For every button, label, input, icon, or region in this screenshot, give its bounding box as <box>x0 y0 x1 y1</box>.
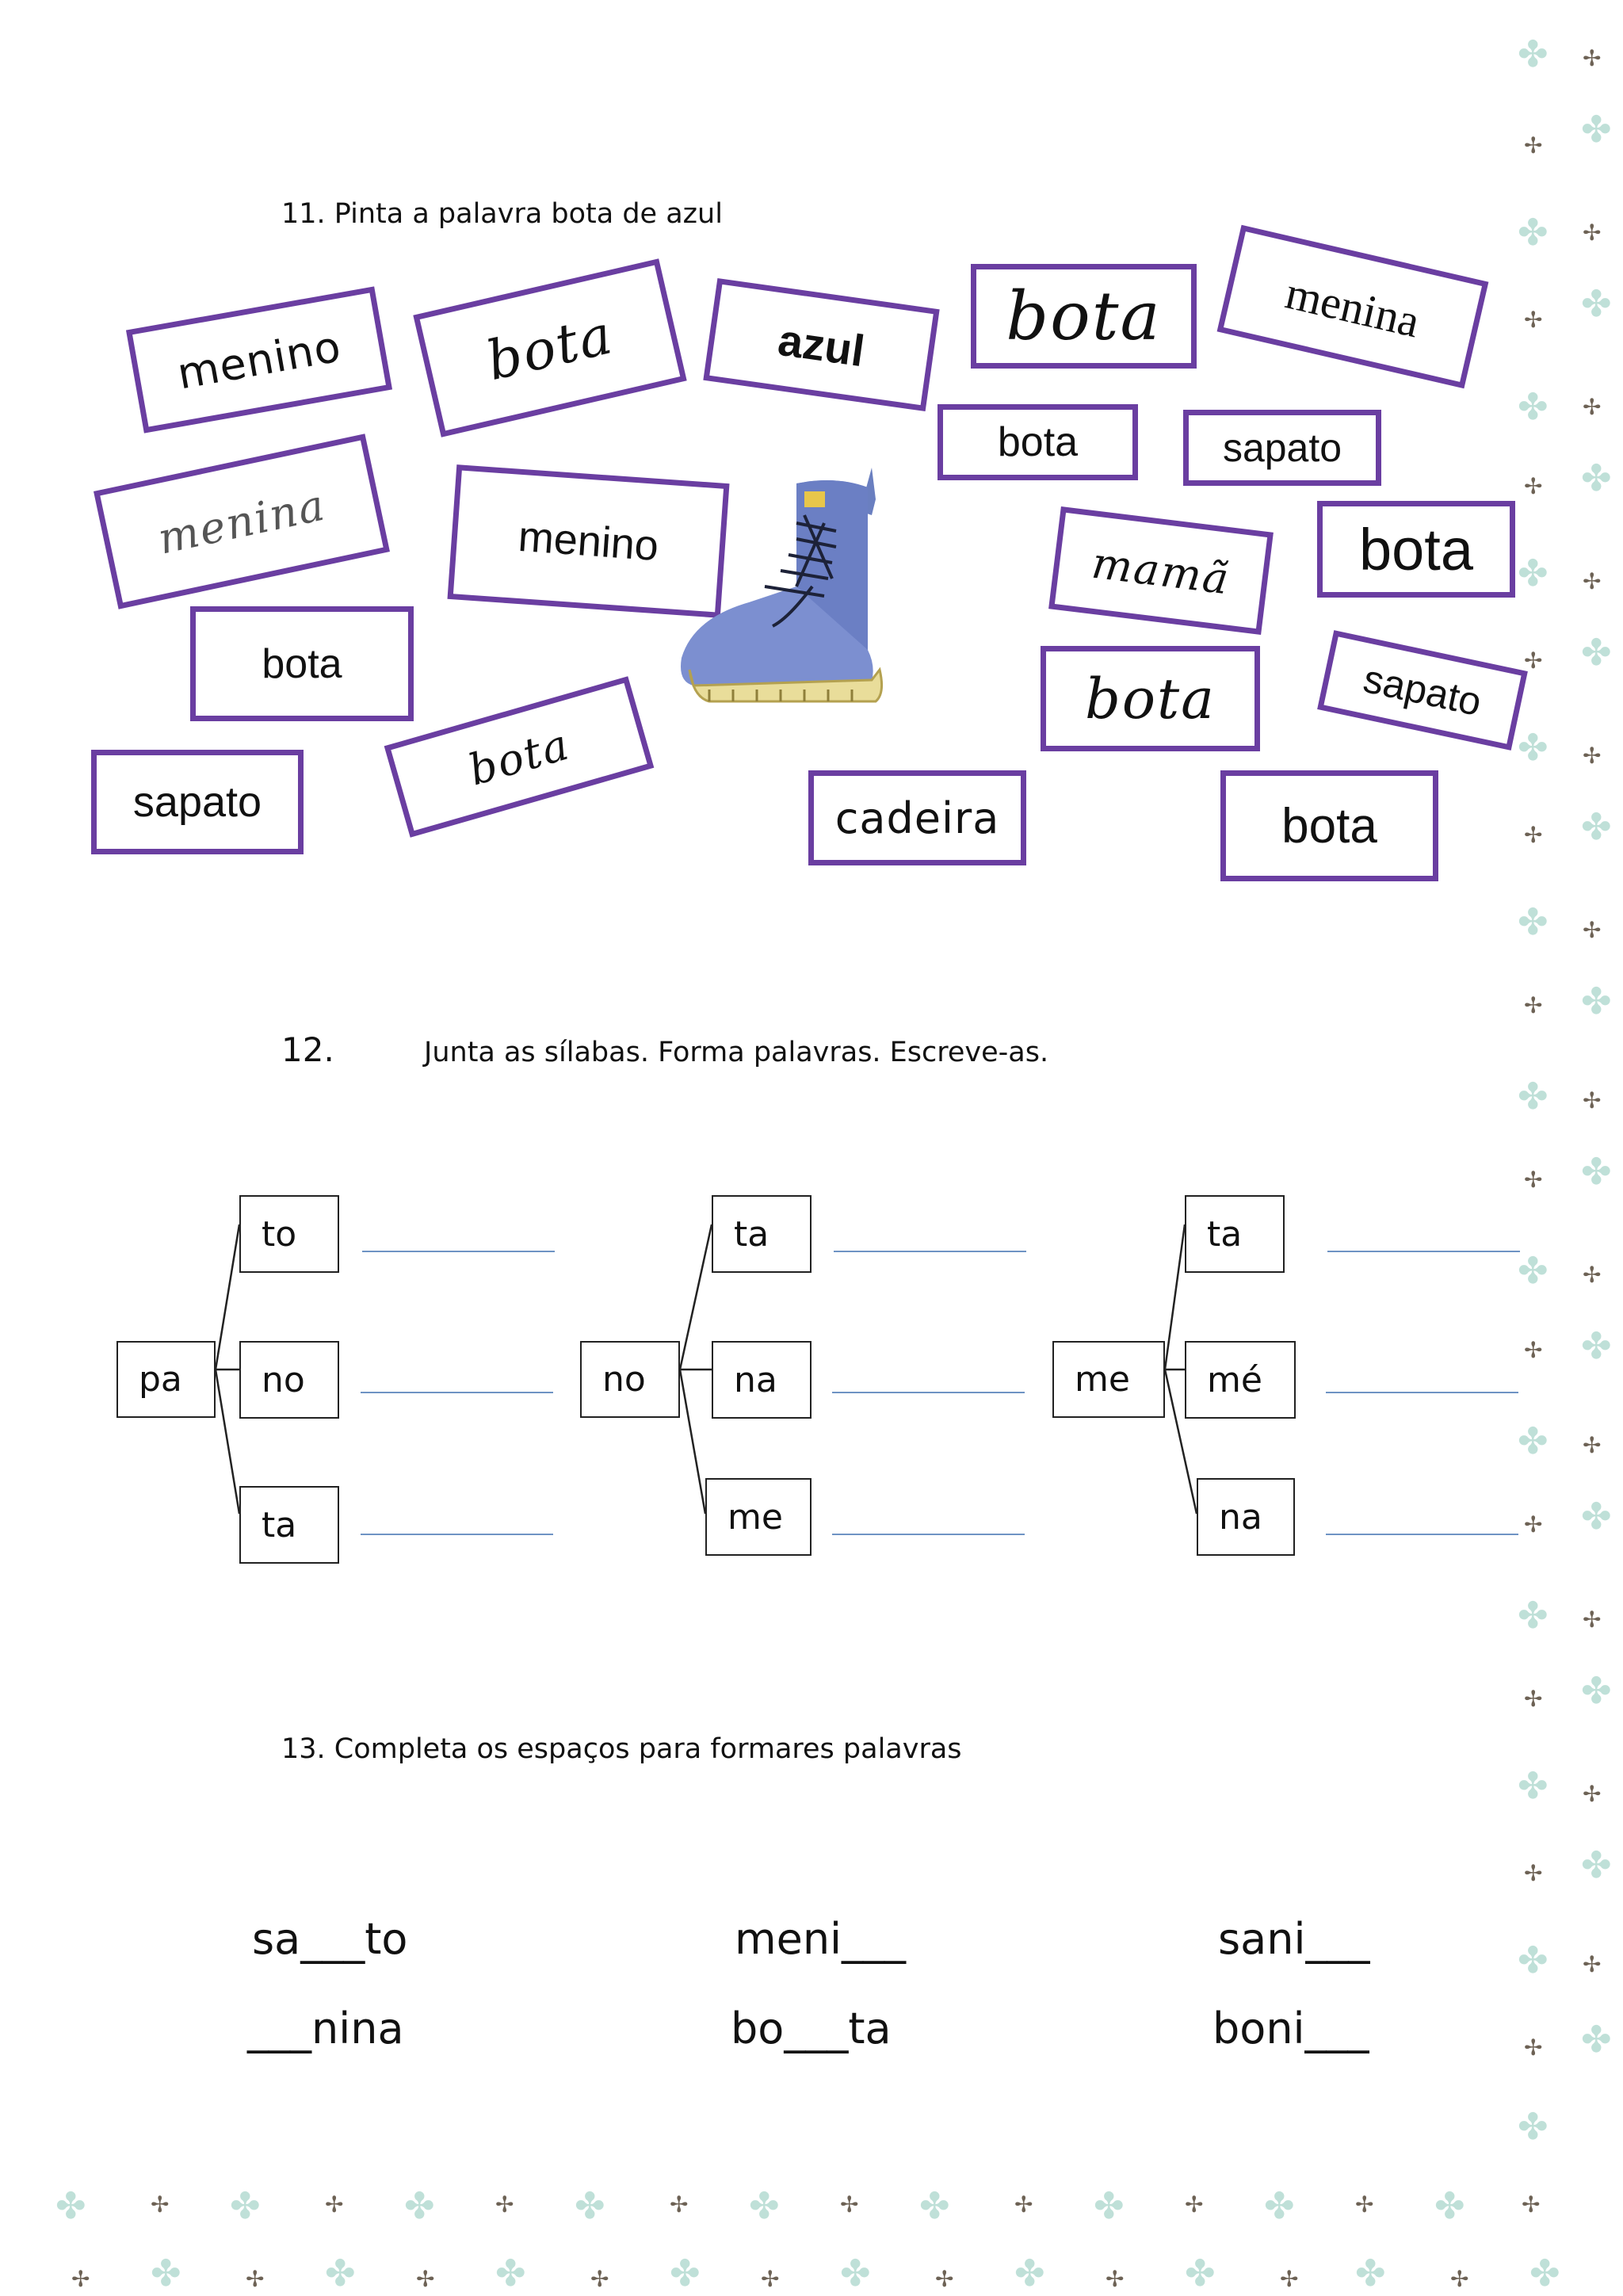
word-card[interactable]: sapato <box>1317 630 1528 751</box>
flower-icon: ✤ <box>1518 2105 1549 2148</box>
flower-icon: ✢ <box>246 2266 265 2292</box>
flower-icon: ✤ <box>1518 900 1549 943</box>
flower-icon: ✤ <box>1264 2184 1295 2227</box>
word-card[interactable]: azul <box>703 278 939 411</box>
flower-icon: ✤ <box>919 2184 950 2227</box>
flower-icon: ✤ <box>1518 726 1549 769</box>
floral-border-right <box>1502 0 1623 2296</box>
exercise-13-heading: 13. Completa os espaços para formares palavras <box>281 1733 962 1765</box>
flower-icon: ✤ <box>840 2252 871 2294</box>
answer-line[interactable] <box>1326 1392 1518 1393</box>
word-card[interactable]: bota <box>413 258 686 437</box>
flower-icon: ✤ <box>1581 108 1612 151</box>
flower-icon: ✢ <box>71 2266 90 2292</box>
flower-icon: ✢ <box>935 2266 954 2292</box>
flower-icon: ✢ <box>840 2191 859 2218</box>
word-card[interactable]: sapato <box>91 750 304 854</box>
flower-icon: ✢ <box>1524 1511 1543 1538</box>
syllable-box: to <box>239 1195 339 1273</box>
flower-icon: ✤ <box>1581 2018 1612 2061</box>
flower-icon: ✤ <box>1518 385 1549 428</box>
flower-icon: ✤ <box>749 2184 780 2227</box>
answer-line[interactable] <box>1326 1534 1518 1535</box>
flower-icon: ✢ <box>1583 45 1602 71</box>
flower-icon: ✢ <box>590 2266 609 2292</box>
flower-icon: ✢ <box>1583 394 1602 420</box>
flower-icon: ✤ <box>1581 282 1612 325</box>
flower-icon: ✢ <box>1583 1262 1602 1288</box>
syllable-box: no <box>239 1341 339 1419</box>
syllable-box: ta <box>1185 1195 1285 1273</box>
flower-icon: ✢ <box>1524 473 1543 499</box>
flower-icon: ✤ <box>55 2184 86 2227</box>
word-card[interactable]: bota <box>1317 501 1515 598</box>
syllable-box: mé <box>1185 1341 1296 1419</box>
flower-icon: ✤ <box>1529 2252 1560 2294</box>
exercise-11-heading: 11. Pinta a palavra bota de azul <box>281 198 723 230</box>
flower-icon: ✤ <box>1518 32 1549 75</box>
flower-icon: ✢ <box>1524 2034 1543 2061</box>
flower-icon: ✤ <box>151 2252 181 2294</box>
flower-icon: ✤ <box>1518 1419 1549 1462</box>
floral-border-bottom <box>0 2172 1623 2296</box>
fill-in-word[interactable]: bo___ta <box>731 2004 892 2053</box>
flower-icon: ✢ <box>151 2191 170 2218</box>
flower-icon: ✤ <box>1355 2252 1386 2294</box>
flower-icon: ✤ <box>1518 1075 1549 1117</box>
exercise-12-heading: Junta as sílabas. Forma palavras. Escreve-as. <box>424 1037 1049 1068</box>
flower-icon: ✢ <box>1583 1432 1602 1458</box>
syllable-box: na <box>712 1341 812 1419</box>
flower-icon: ✤ <box>670 2252 701 2294</box>
word-card[interactable]: menina <box>1217 225 1489 388</box>
flower-icon: ✤ <box>1581 980 1612 1022</box>
flower-icon: ✤ <box>1518 211 1549 254</box>
flower-icon: ✢ <box>416 2266 435 2292</box>
syllable-box: ta <box>712 1195 812 1273</box>
word-card[interactable]: menino <box>126 286 392 433</box>
word-card[interactable]: bota <box>1220 770 1438 881</box>
flower-icon: ✤ <box>1581 805 1612 848</box>
flower-icon: ✤ <box>1581 1843 1612 1886</box>
flower-icon: ✢ <box>1583 1951 1602 1977</box>
flower-icon: ✢ <box>495 2191 514 2218</box>
flower-icon: ✢ <box>1583 220 1602 246</box>
syllable-box: me <box>705 1478 812 1556</box>
flower-icon: ✤ <box>1518 1249 1549 1292</box>
word-card[interactable]: cadeira <box>808 770 1026 865</box>
flower-icon: ✢ <box>1524 1167 1543 1193</box>
flower-icon: ✢ <box>1583 917 1602 943</box>
flower-icon: ✤ <box>1581 1495 1612 1538</box>
flower-icon: ✤ <box>575 2184 605 2227</box>
flower-icon: ✤ <box>1581 457 1612 499</box>
exercise-12-number: 12. <box>281 1030 334 1069</box>
flower-icon: ✤ <box>1185 2252 1216 2294</box>
fill-in-word[interactable]: sani___ <box>1218 1914 1370 1964</box>
flower-icon: ✢ <box>761 2266 780 2292</box>
word-card[interactable]: bota <box>938 404 1138 480</box>
flower-icon: ✢ <box>1280 2266 1299 2292</box>
syllable-root-box: me <box>1052 1341 1165 1418</box>
fill-in-word[interactable]: boni___ <box>1212 2004 1369 2053</box>
answer-line[interactable] <box>834 1251 1026 1252</box>
flower-icon: ✢ <box>1355 2191 1374 2218</box>
flower-icon: ✢ <box>1524 1860 1543 1886</box>
flower-icon: ✤ <box>1518 552 1549 594</box>
word-card[interactable]: bota <box>1041 646 1260 751</box>
syllable-box: na <box>1197 1478 1295 1556</box>
boot-icon <box>678 468 892 729</box>
flower-icon: ✢ <box>1524 822 1543 848</box>
flower-icon: ✢ <box>1185 2191 1204 2218</box>
word-card[interactable]: bota <box>190 606 414 721</box>
word-card[interactable]: menina <box>94 434 390 609</box>
syllable-box: ta <box>239 1486 339 1564</box>
flower-icon: ✢ <box>1106 2266 1125 2292</box>
flower-icon: ✤ <box>1581 631 1612 674</box>
flower-icon: ✤ <box>230 2184 261 2227</box>
flower-icon: ✢ <box>1014 2191 1033 2218</box>
flower-icon: ✢ <box>670 2191 689 2218</box>
flower-icon: ✤ <box>1014 2252 1045 2294</box>
flower-icon: ✤ <box>1518 1764 1549 1807</box>
flower-icon: ✤ <box>1518 1594 1549 1637</box>
flower-icon: ✤ <box>1434 2184 1465 2227</box>
answer-line[interactable] <box>1327 1251 1520 1252</box>
flower-icon: ✤ <box>1581 1324 1612 1367</box>
flower-icon: ✤ <box>325 2252 356 2294</box>
answer-line[interactable] <box>362 1251 555 1252</box>
flower-icon: ✢ <box>1524 648 1543 674</box>
flower-icon: ✢ <box>1450 2266 1469 2292</box>
word-card[interactable]: bota <box>971 264 1197 369</box>
word-card[interactable]: sapato <box>1183 410 1381 486</box>
word-card[interactable]: bota <box>384 676 655 838</box>
fill-in-word[interactable]: sa___to <box>252 1914 408 1964</box>
flower-icon: ✢ <box>1524 132 1543 159</box>
flower-icon: ✤ <box>404 2184 435 2227</box>
syllable-root-box: pa <box>116 1341 216 1418</box>
flower-icon: ✤ <box>1518 1939 1549 1981</box>
flower-icon: ✢ <box>1524 992 1543 1018</box>
word-card[interactable]: menino <box>447 464 729 618</box>
answer-line[interactable] <box>361 1392 553 1393</box>
flower-icon: ✢ <box>1524 1686 1543 1712</box>
flower-icon: ✤ <box>1581 1150 1612 1193</box>
flower-icon: ✤ <box>1094 2184 1125 2227</box>
flower-icon: ✢ <box>1524 1337 1543 1363</box>
fill-in-word[interactable]: meni___ <box>735 1914 907 1964</box>
flower-icon: ✢ <box>325 2191 344 2218</box>
answer-line[interactable] <box>832 1392 1025 1393</box>
flower-icon: ✤ <box>1581 1669 1612 1712</box>
fill-in-word[interactable]: ___nina <box>247 2004 404 2053</box>
flower-icon: ✢ <box>1583 1087 1602 1114</box>
flower-icon: ✢ <box>1522 2191 1541 2218</box>
word-card[interactable]: mamã <box>1048 506 1274 635</box>
flower-icon: ✢ <box>1583 568 1602 594</box>
answer-line[interactable] <box>361 1534 553 1535</box>
flower-icon: ✢ <box>1524 307 1543 333</box>
flower-icon: ✤ <box>495 2252 526 2294</box>
answer-line[interactable] <box>832 1534 1025 1535</box>
flower-icon: ✢ <box>1583 1781 1602 1807</box>
syllable-root-box: no <box>580 1341 680 1418</box>
flower-icon: ✢ <box>1583 1606 1602 1633</box>
flower-icon: ✢ <box>1583 743 1602 769</box>
